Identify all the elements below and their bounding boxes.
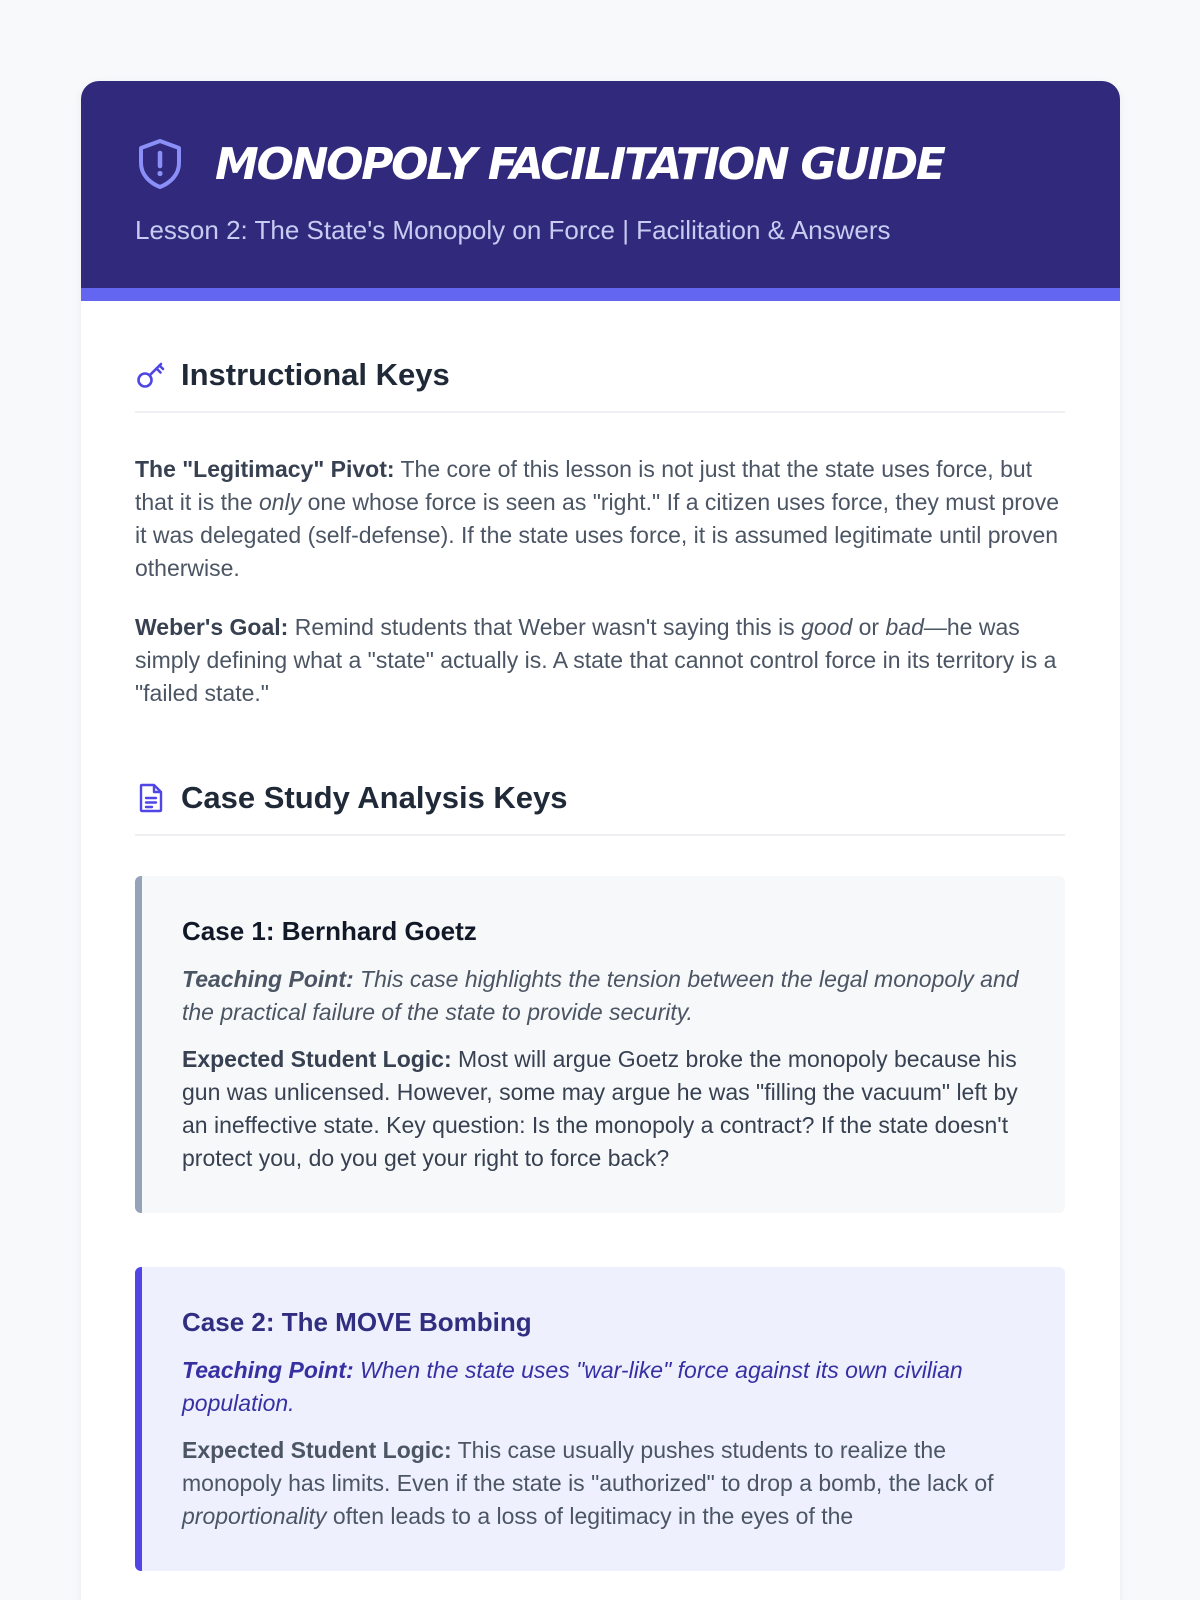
teaching-point-label: Teaching Point: xyxy=(182,966,354,992)
legitimacy-pivot-label: The "Legitimacy" Pivot: xyxy=(135,456,395,482)
webers-text-2: or xyxy=(852,614,886,640)
webers-emphasis-bad: bad xyxy=(885,614,924,640)
case-card-goetz xyxy=(135,876,1065,1213)
teaching-point-label: Teaching Point: xyxy=(182,1357,354,1383)
student-logic-label: Expected Student Logic: xyxy=(182,1046,452,1072)
webers-text-1: Remind students that Weber wasn't saying this is xyxy=(288,614,802,640)
case-title-goetz: Case 1: Bernhard Goetz xyxy=(182,916,477,946)
teaching-point-text: This case highlights the tension between the legal monopoly and the practical failure of the state to provide security. xyxy=(182,966,1019,1025)
legitimacy-text-1: The core of this lesson is not just that the state uses force, but that it is the xyxy=(135,456,1033,515)
key-icon xyxy=(135,359,167,391)
case-card-move-bombing xyxy=(135,1267,1065,1571)
student-logic-label: Expected Student Logic: xyxy=(182,1437,452,1463)
instructional-keys-header xyxy=(135,357,1065,413)
guide-content xyxy=(81,357,1120,1571)
document-icon xyxy=(135,782,167,814)
title-row xyxy=(135,133,1066,195)
student-logic-text-2: often leads to a loss of legitimacy in the eyes of the xyxy=(326,1503,854,1529)
student-logic-text: Most will argue Goetz broke the monopoly because his gun was unlicensed. However, some may argue he was "filling the vacuum" left by an ineffective state. Key question: Is the monopoly a contract? If the state doesn't protect you, do you get your right to force back? xyxy=(182,1046,1018,1171)
teaching-point-text: When the state uses "war-like" force against its own civilian population. xyxy=(182,1357,963,1416)
guide-card xyxy=(81,81,1120,1600)
page-title: MONOPOLY FACILITATION GUIDE xyxy=(215,138,944,190)
guide-header xyxy=(81,81,1120,301)
section-title-case-study: Case Study Analysis Keys xyxy=(181,780,568,815)
webers-text-3: —he was simply defining what a "state" actually is. A state that cannot control force in its territory is a "failed state." xyxy=(135,614,1057,706)
legitimacy-pivot-paragraph xyxy=(135,453,1065,585)
legitimacy-text-2: one whose force is seen as "right." If a citizen uses force, they must prove it was delegated (self-defense). If the state uses force, it is assumed legitimate until proven otherwise. xyxy=(135,489,1060,581)
student-logic-move xyxy=(182,1434,1025,1533)
webers-goal-label: Weber's Goal: xyxy=(135,614,289,640)
teaching-point-move xyxy=(182,1354,1025,1420)
webers-goal-paragraph xyxy=(135,611,1065,710)
case-study-keys-header xyxy=(135,780,1065,836)
student-logic-goetz xyxy=(182,1043,1025,1175)
student-logic-text-1: This case usually pushes students to realize the monopoly has limits. Even if the state is "authorized" to drop a bomb, the lack of xyxy=(182,1437,994,1496)
shield-alert-icon xyxy=(137,138,183,190)
teaching-point-goetz xyxy=(182,963,1025,1029)
section-title-instructional: Instructional Keys xyxy=(181,357,450,392)
proportionality-emphasis: proportionality xyxy=(182,1503,327,1529)
page-subtitle: Lesson 2: The State's Monopoly on Force | Facilitation & Answers xyxy=(135,215,891,245)
legitimacy-emphasis: only xyxy=(259,489,302,515)
webers-emphasis-good: good xyxy=(801,614,853,640)
case-title-move: Case 2: The MOVE Bombing xyxy=(182,1307,532,1337)
